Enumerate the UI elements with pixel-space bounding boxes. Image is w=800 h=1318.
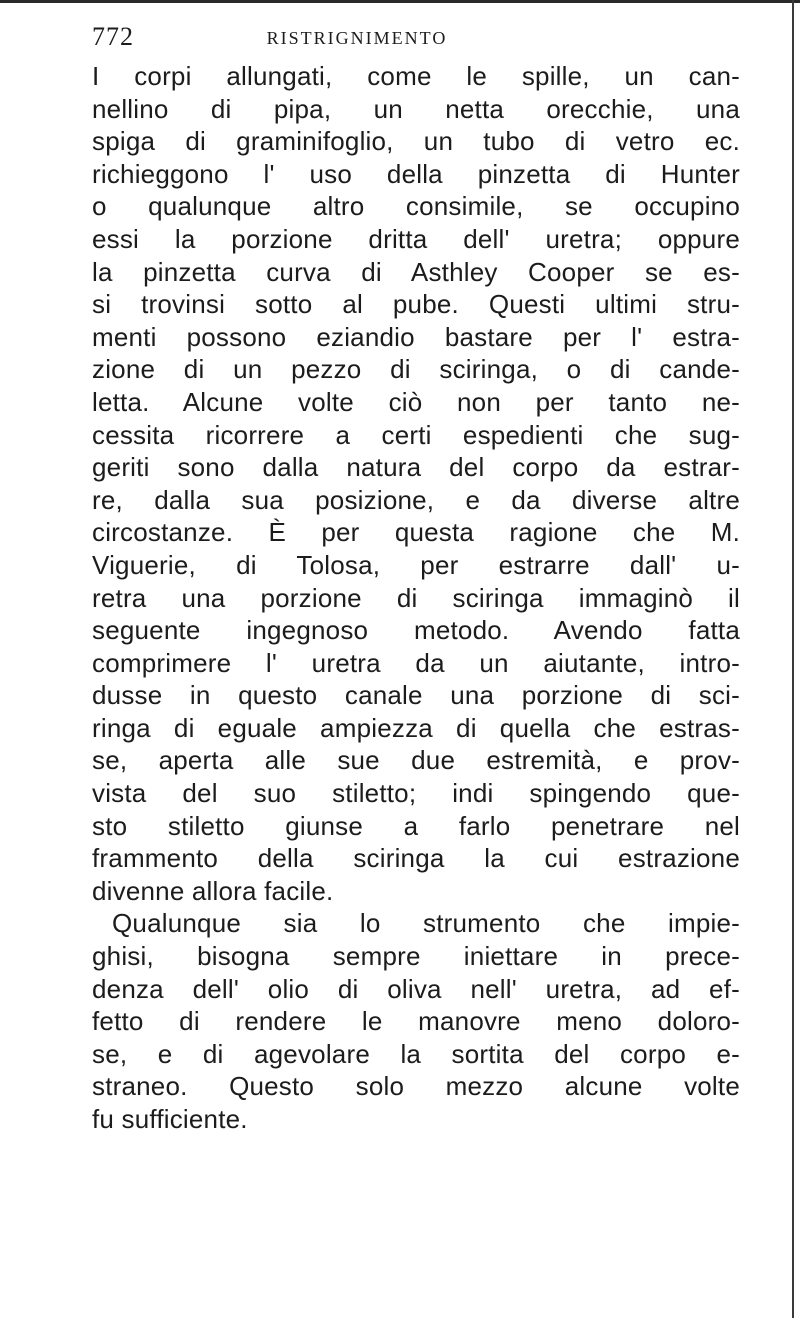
text-line: straneo. Questo solo mezzo alcune volte [92, 1071, 740, 1102]
text-line: Qualunque sia lo strumento che impie- [112, 908, 740, 939]
text-line: re, dalla sua posizione, e da diverse altre [92, 484, 740, 515]
text-line: ghisi, bisogna sempre iniettare in prece- [92, 941, 740, 972]
text-line: menti possono eziandio bastare per l' estra- [92, 321, 740, 352]
text-line: zione di un pezzo di sciringa, o di cande- [92, 354, 740, 385]
page-header [92, 22, 732, 62]
text-line: se, aperta alle sue due estremità, e prov- [92, 745, 740, 776]
text-line: denza dell' olio di oliva nell' uretra, ad ef- [92, 973, 740, 1004]
text-line: fetto di rendere le manovre meno doloro- [92, 1006, 740, 1037]
text-line: fu sufficiente. [92, 1104, 248, 1134]
text-line: vista del suo stiletto; indi spingendo que- [92, 778, 740, 809]
page-edge-line [792, 0, 794, 1318]
text-line: sto stiletto giunse a farlo penetrare nel [92, 810, 740, 841]
text-line: richieggono l' uso della pinzetta di Hunter [92, 158, 740, 189]
paragraph-1 [92, 60, 740, 907]
text-line: retra una porzione di sciringa immaginò il [92, 582, 740, 613]
text-line: spiga di graminifoglio, un tubo di vetro ec. [92, 126, 740, 157]
text-line: ringa di eguale ampiezza di quella che estras- [92, 712, 740, 743]
text-line: geriti sono dalla natura del corpo da estrar- [92, 452, 740, 483]
paragraph-2 [92, 907, 740, 1135]
text-line: I corpi allungati, come le spille, un can- [92, 61, 740, 91]
text-line: o qualunque altro consimile, se occupino [92, 191, 740, 222]
page-number: 772 [92, 22, 134, 51]
text-line: cessita ricorrere a certi espedienti che sug- [92, 419, 740, 450]
text-line: essi la porzione dritta dell' uretra; oppure [92, 223, 740, 254]
text-line: frammento della sciringa la cui estrazione [92, 843, 740, 874]
text-line: comprimere l' uretra da un aiutante, intro- [92, 647, 740, 678]
text-line: divenne allora facile. [92, 875, 334, 906]
text-line: nellino di pipa, un netta orecchie, una [92, 93, 740, 124]
text-line: letta. Alcune volte ciò non per tanto ne- [92, 386, 740, 417]
text-line: dusse in questo canale una porzione di sci- [92, 680, 740, 711]
text-line: si trovinsi sotto al pube. Questi ultimi stru- [92, 289, 740, 320]
text-line: se, e di agevolare la sortita del corpo e- [92, 1038, 740, 1069]
body-text [92, 60, 740, 1136]
text-line: circostanze. È per questa ragione che M. [92, 517, 740, 548]
text-line: seguente ingegnoso metodo. Avendo fatta [92, 615, 740, 646]
text-line: Viguerie, di Tolosa, per estrarre dall' u- [92, 549, 740, 580]
top-border-rule [0, 0, 800, 3]
text-line: la pinzetta curva di Asthley Cooper se es- [92, 256, 740, 287]
running-head: RISTRIGNIMENTO [266, 28, 448, 48]
